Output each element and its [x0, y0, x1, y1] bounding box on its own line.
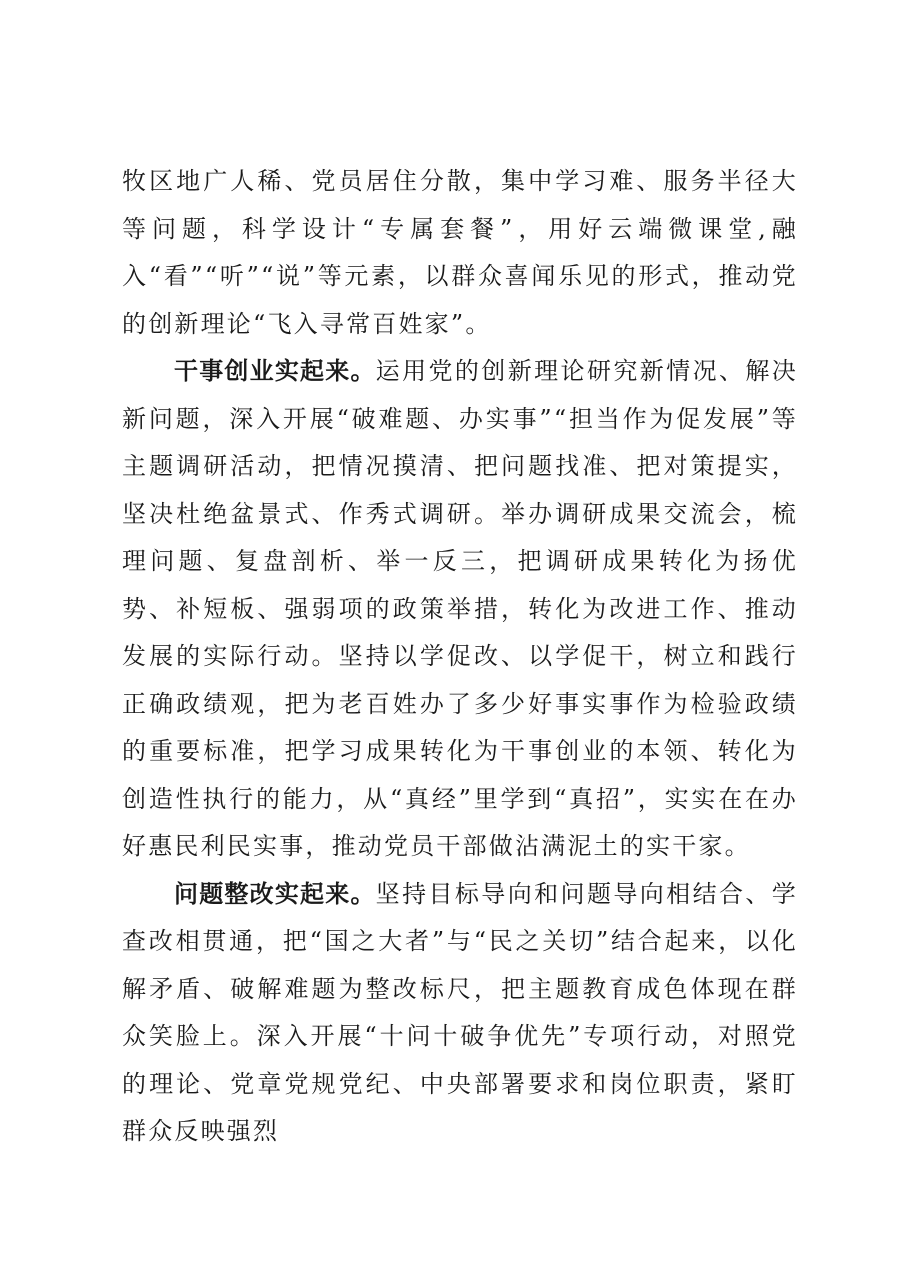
document-page	[122, 158, 798, 1156]
paragraph-1	[122, 158, 798, 348]
paragraph-1-body: 牧区地广人稀、党员居住分散，集中学习难、服务半径大等问题，科学设计“专属套餐”，用好云端微课堂,融入“看”“听”“说”等元素，以群众喜闻乐见的形式，推动党的创新理论“飞入寻常百姓家”。	[122, 167, 798, 338]
paragraph-3	[122, 871, 798, 1156]
paragraph-2-body: 运用党的创新理论研究新情况、解决新问题，深入开展“破难题、办实事”“担当作为促发展”等主题调研活动，把情况摸清、把问题找准、把对策提实，坚决杜绝盆景式、作秀式调研。举办调研成果交流会，梳理问题、复盘剖析、举一反三，把调研成果转化为扬优势、补短板、强弱项的政策举措，转化为改进工作、推动发展的实际行动。坚持以学促改、以学促干，树立和践行正确政绩观，把为老百姓办了多少好事实事作为检验政绩的重要标准，把学习成果转化为干事创业的本领、转化为创造性执行的能力，从“真经”里学到“真招”，实实在在办好惠民利民实事，推动党员干部做沾满泥土的实干家。	[122, 357, 798, 860]
paragraph-2	[122, 348, 798, 871]
paragraph-2-heading: 干事创业实起来。	[174, 357, 376, 385]
paragraph-3-body: 坚持目标导向和问题导向相结合、学查改相贯通，把“国之大者”与“民之关切”结合起来，以化解矛盾、破解难题为整改标尺，把主题教育成色体现在群众笑脸上。深入开展“十问十破争优先”专项行动，对照党的理论、党章党规党纪、中央部署要求和岗位职责，紧盯群众反映强烈	[122, 879, 798, 1145]
paragraph-3-heading: 问题整改实起来。	[174, 879, 376, 908]
